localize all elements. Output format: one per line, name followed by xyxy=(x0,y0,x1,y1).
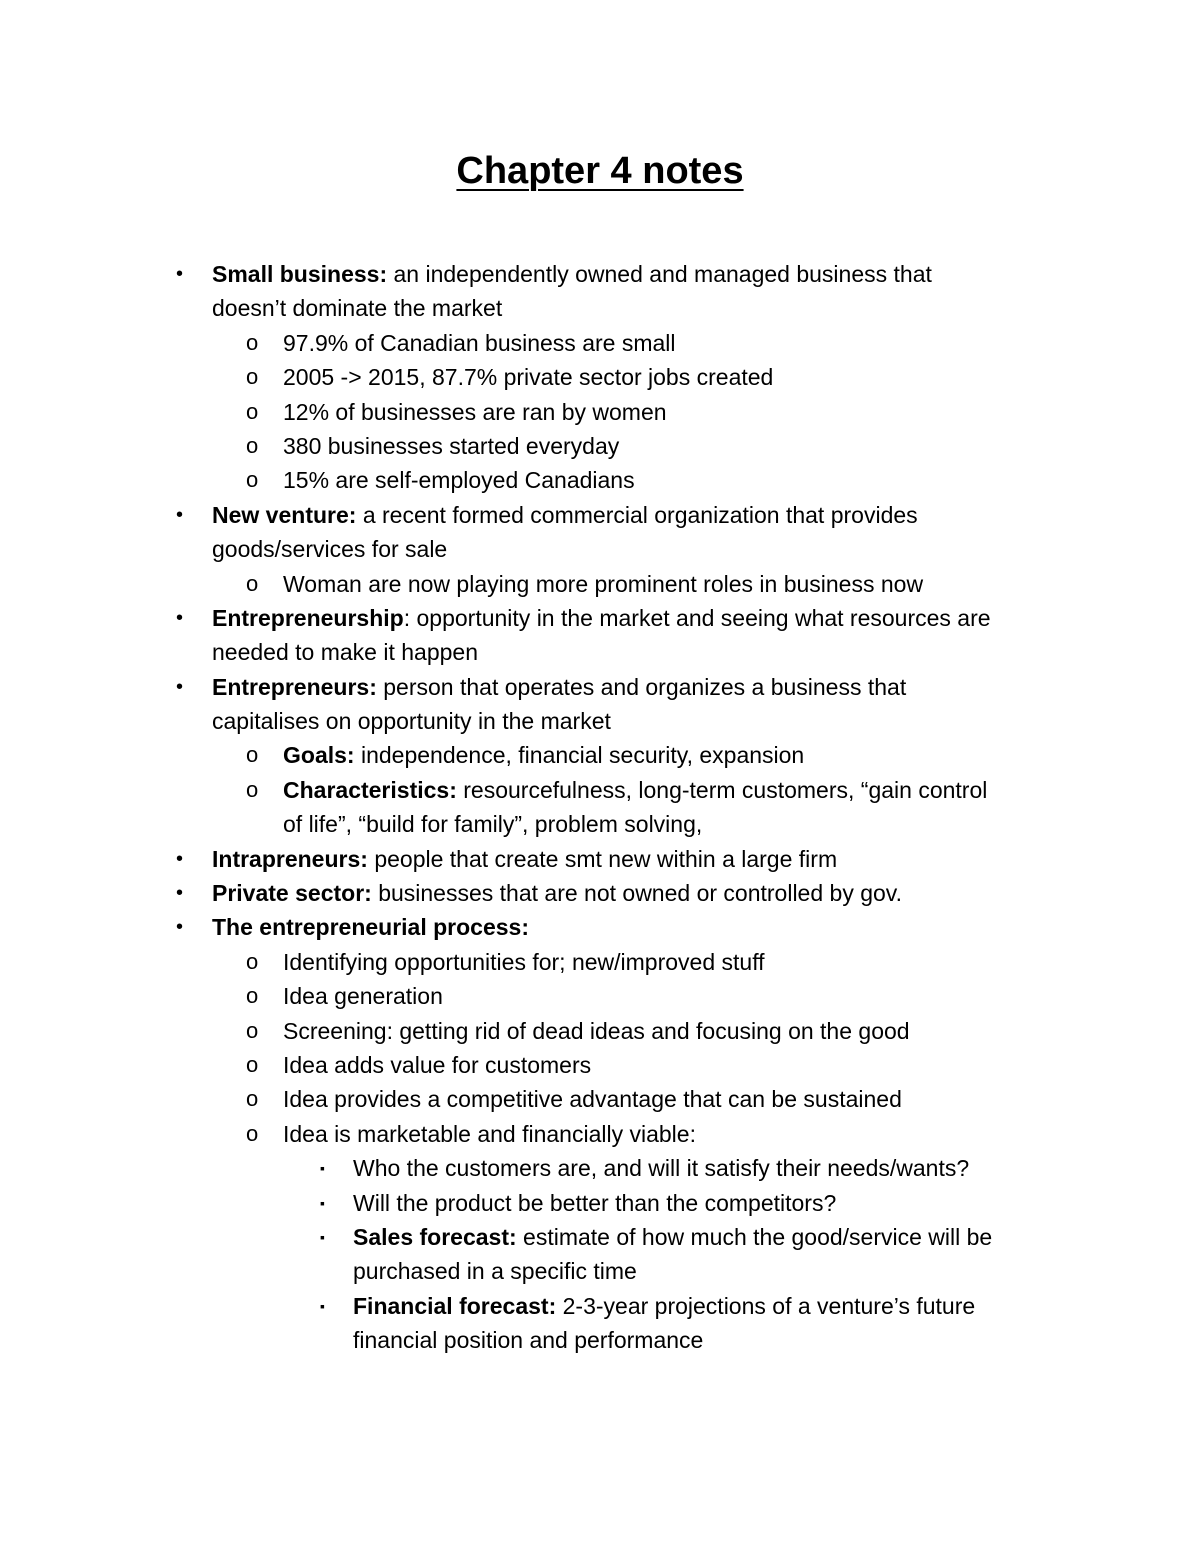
note-line xyxy=(0,326,1200,360)
note-text xyxy=(283,738,804,772)
definition-text: independence, financial security, expansion xyxy=(354,742,805,769)
definition-text: 2-3-year projections of a venture’s future xyxy=(556,1292,976,1319)
note-text xyxy=(283,807,702,841)
definition-text: 2005 -> 2015, 87.7% private sector jobs created xyxy=(283,364,774,391)
bullet-circle-icon: o xyxy=(246,1051,259,1077)
note-line xyxy=(0,738,1200,772)
definition-text: a recent formed commercial organization that provides xyxy=(356,501,918,528)
note-text xyxy=(283,1082,902,1116)
note-text xyxy=(283,395,667,429)
note-line xyxy=(0,498,1200,532)
bullet-circle-icon: o xyxy=(246,329,259,355)
note-line xyxy=(0,1048,1200,1082)
note-line xyxy=(0,1151,1200,1185)
note-line xyxy=(0,257,1200,291)
note-line xyxy=(0,1323,1200,1357)
bullet-circle-icon: o xyxy=(246,776,259,802)
bullet-circle-icon: o xyxy=(246,364,259,390)
note-line xyxy=(0,1186,1200,1220)
definition-text: resourcefulness, long-term customers, “gain control xyxy=(456,776,988,803)
bullet-square-icon: ▪ xyxy=(320,1228,325,1245)
note-text xyxy=(353,1186,836,1220)
bullet-circle-icon: o xyxy=(246,1017,259,1043)
note-line xyxy=(0,910,1200,944)
note-text xyxy=(212,876,902,910)
term-label: Goals: xyxy=(283,742,355,769)
bullet-circle-icon: o xyxy=(246,398,259,424)
note-line xyxy=(0,807,1200,841)
bullet-dot-icon: • xyxy=(176,263,184,285)
note-line xyxy=(0,601,1200,635)
bullet-square-icon: ▪ xyxy=(320,1297,325,1314)
definition-text: estimate of how much the good/service will be xyxy=(516,1223,993,1250)
definition-text: businesses that are not owned or controlled by gov. xyxy=(371,880,902,907)
note-text xyxy=(283,1117,696,1151)
note-text xyxy=(283,360,773,394)
note-text xyxy=(283,463,635,497)
bullet-circle-icon: o xyxy=(246,1120,259,1146)
bullet-circle-icon: o xyxy=(246,742,259,768)
definition-text: of life”, “build for family”, problem solving, xyxy=(283,811,703,838)
term-label: Characteristics: xyxy=(283,776,457,803)
note-text xyxy=(212,498,918,532)
bullet-square-icon: ▪ xyxy=(320,1160,325,1177)
note-text xyxy=(353,1289,975,1323)
bullet-dot-icon: • xyxy=(176,916,184,939)
note-text xyxy=(283,945,765,979)
note-line xyxy=(0,429,1200,463)
bullet-circle-icon: o xyxy=(246,432,259,458)
note-line xyxy=(0,291,1200,325)
term-label: Private sector: xyxy=(212,880,372,907)
term-label: Intrapreneurs: xyxy=(212,845,368,872)
definition-text: Who the customers are, and will it satisfy their needs/wants? xyxy=(353,1155,970,1182)
note-text xyxy=(212,291,502,325)
term-label: Entrepreneurs: xyxy=(212,673,377,700)
note-text xyxy=(283,567,923,601)
definition-text: purchased in a specific time xyxy=(353,1258,637,1285)
definition-text: 380 businesses started everyday xyxy=(283,432,620,459)
note-text xyxy=(283,773,987,807)
bullet-dot-icon: • xyxy=(176,675,184,698)
note-line xyxy=(0,567,1200,601)
bullet-square-icon: ▪ xyxy=(320,1194,325,1211)
note-line xyxy=(0,842,1200,876)
note-text xyxy=(353,1151,969,1185)
note-text xyxy=(353,1254,637,1288)
note-text xyxy=(212,704,611,738)
term-label: Entrepreneurship xyxy=(212,604,404,631)
definition-text: Idea generation xyxy=(283,983,443,1010)
note-line xyxy=(0,395,1200,429)
bullet-dot-icon: • xyxy=(176,847,184,870)
definition-text: doesn’t dominate the market xyxy=(212,295,503,322)
bullet-circle-icon: o xyxy=(246,983,259,1009)
note-text xyxy=(353,1220,992,1254)
definition-text: Idea adds value for customers xyxy=(283,1051,592,1078)
bullet-circle-icon: o xyxy=(246,467,259,493)
term-label: New venture: xyxy=(212,501,357,528)
note-text xyxy=(283,326,676,360)
note-line xyxy=(0,670,1200,704)
definition-text: goods/services for sale xyxy=(212,536,448,563)
note-line xyxy=(0,979,1200,1013)
note-line xyxy=(0,1254,1200,1288)
definition-text: : opportunity in the market and seeing what resources are xyxy=(403,604,991,631)
note-text xyxy=(212,601,991,635)
definition-text: Idea provides a competitive advantage that can be sustained xyxy=(283,1086,902,1113)
note-line xyxy=(0,1014,1200,1048)
note-line xyxy=(0,1220,1200,1254)
note-line xyxy=(0,360,1200,394)
note-line xyxy=(0,635,1200,669)
note-text xyxy=(212,532,447,566)
bullet-dot-icon: • xyxy=(176,606,184,629)
bullet-circle-icon: o xyxy=(246,948,259,974)
definition-text: capitalises on opportunity in the market xyxy=(212,708,611,735)
note-line xyxy=(0,463,1200,497)
bullet-dot-icon: • xyxy=(176,882,184,905)
definition-text: financial position and performance xyxy=(353,1327,704,1354)
note-text xyxy=(283,429,619,463)
bullet-circle-icon: o xyxy=(246,1086,259,1112)
note-text xyxy=(212,635,478,669)
note-text xyxy=(212,257,932,291)
note-line xyxy=(0,876,1200,910)
term-label: Small business: xyxy=(212,261,388,287)
notes-list xyxy=(0,257,1200,1358)
term-label: Sales forecast: xyxy=(353,1223,517,1250)
definition-text: people that create smt new within a large firm xyxy=(367,845,838,872)
note-text xyxy=(212,910,529,944)
definition-text: an independently owned and managed business that xyxy=(387,261,932,287)
definition-text: Screening: getting rid of dead ideas and focusing on the good xyxy=(283,1017,910,1044)
note-text xyxy=(283,979,443,1013)
term-label: The entrepreneurial process: xyxy=(212,914,529,941)
page-title: Chapter 4 notes xyxy=(456,150,744,192)
bullet-circle-icon: o xyxy=(246,570,259,596)
definition-text: Identifying opportunities for; new/improved stuff xyxy=(283,948,765,975)
note-line xyxy=(0,704,1200,738)
note-line xyxy=(0,945,1200,979)
definition-text: Woman are now playing more prominent roles in business now xyxy=(283,570,924,597)
note-text xyxy=(212,842,837,876)
note-text xyxy=(353,1323,703,1357)
definition-text: needed to make it happen xyxy=(212,639,478,666)
term-label: Financial forecast: xyxy=(353,1292,557,1319)
note-line xyxy=(0,773,1200,807)
note-text xyxy=(283,1014,910,1048)
note-line xyxy=(0,1082,1200,1116)
definition-text: 15% are self-employed Canadians xyxy=(283,467,635,494)
definition-text: Will the product be better than the competitors? xyxy=(353,1189,837,1216)
note-line xyxy=(0,1289,1200,1323)
definition-text: 12% of businesses are ran by women xyxy=(283,398,667,425)
bullet-dot-icon: • xyxy=(176,503,184,526)
note-text xyxy=(283,1048,591,1082)
definition-text: Idea is marketable and financially viable: xyxy=(283,1120,696,1147)
definition-text: person that operates and organizes a business that xyxy=(376,673,907,700)
note-text xyxy=(212,670,906,704)
definition-text: 97.9% of Canadian business are small xyxy=(283,329,676,356)
note-line xyxy=(0,1117,1200,1151)
note-line xyxy=(0,532,1200,566)
